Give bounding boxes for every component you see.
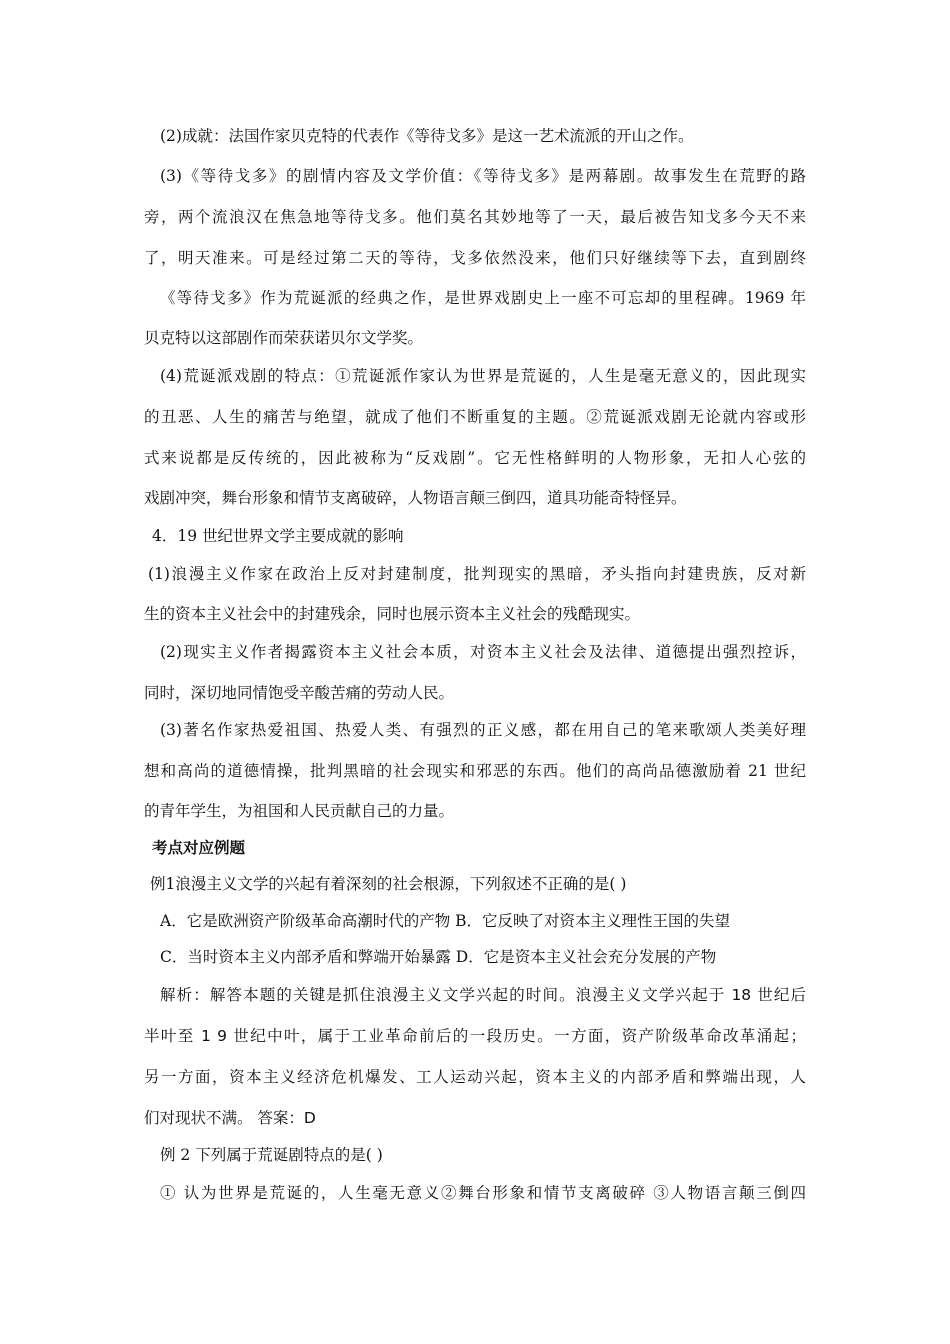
paragraph-line: 的丑恶、人生的痛苦与绝望，就成了他们不断重复的主题。②荒诞派戏剧无论就内容或形	[144, 408, 806, 426]
paragraph-line: (1)浪漫主义作家在政治上反对封建制度，批判现实的黑暗，矛头指向封建贵族，反对新	[148, 565, 806, 583]
paragraph-line: 的青年学生，为祖国和人民贡献自己的力量。	[144, 802, 455, 820]
answer-options: A．它是欧洲资产阶级革命高潮时代的产物 B．它反映了对资本主义理性王国的失望	[160, 912, 731, 930]
section-heading: 考点对应例题	[152, 839, 246, 857]
paragraph-line: 了，明天准来。可是经过第二天的等待，戈多依然没来，他们只好继续等下去，直到剧终	[144, 249, 806, 267]
paragraph-line: 想和高尚的道德情操，批判黑暗的社会现实和邪恶的东西。他们的高尚品德激励着 21 世纪	[144, 762, 806, 780]
question-stem: 例1浪漫主义文学的兴起有着深刻的社会根源，下列叙述不正确的是( )	[150, 875, 627, 893]
answer-options: ① 认为世界是荒诞的，人生毫无意义②舞台形象和情节支离破碎 ③人物语言颠三倒四	[160, 1184, 806, 1202]
paragraph-line: 《等待戈多》作为荒诞派的经典之作，是世界戏剧史上一座不可忘却的里程碑。1969 年	[160, 289, 806, 307]
answer-options: C．当时资本主义内部矛盾和弊端开始暴露 D．它是资本主义社会充分发展的产物	[160, 948, 717, 966]
paragraph-line: (3)著名作家热爱祖国、热爱人类、有强烈的正义感，都在用自己的笔来歌颂人类美好理	[160, 721, 806, 739]
section-heading: 4．19 世纪世界文学主要成就的影响	[152, 527, 404, 545]
paragraph-line: (2)现实主义作者揭露资本主义社会本质，对资本主义社会及法律、道德提出强烈控诉，	[160, 643, 806, 661]
analysis-line: 半叶至 1 9 世纪中叶，属于工业革命前后的一段历史。一方面，资产阶级革命改革涌起；	[144, 1027, 806, 1045]
analysis-line: 解析：解答本题的关键是抓住浪漫主义文学兴起的时间。浪漫主义文学兴起于 18 世纪后	[160, 986, 806, 1004]
paragraph-line: 贝克特以这部剧作而荣获诺贝尔文学奖。	[144, 329, 424, 347]
analysis-line: 们对现状不满。 答案：D	[144, 1109, 316, 1127]
paragraph-line: (4)荒诞派戏剧的特点：①荒诞派作家认为世界是荒诞的，人生是毫无意义的，因此现实	[160, 367, 806, 385]
analysis-line: 另一方面，资本主义经济危机爆发、工人运动兴起，资本主义的内部矛盾和弊端出现，人	[144, 1068, 806, 1086]
paragraph-line: (3)《等待戈多》的剧情内容及文学价值：《等待戈多》是两幕剧。故事发生在荒野的路	[160, 167, 806, 185]
paragraph-line: 戏剧冲突，舞台形象和情节支离破碎，人物语言颠三倒四，道具功能奇特怪异。	[144, 489, 687, 507]
question-stem: 例 2 下列属于荒诞剧特点的是( )	[160, 1146, 383, 1164]
paragraph-line: (2)成就：法国作家贝克特的代表作《等待戈多》是这一艺术流派的开山之作。	[160, 127, 694, 145]
paragraph-line: 旁，两个流浪汉在焦急地等待戈多。他们莫名其妙地等了一天，最后被告知戈多今天不来	[144, 208, 806, 226]
paragraph-line: 生的资本主义社会中的封建残余，同时也展示资本主义社会的残酷现实。	[144, 605, 641, 623]
paragraph-line: 同时，深切地同情饱受辛酸苦痛的劳动人民。	[144, 684, 455, 702]
paragraph-line: 式来说都是反传统的，因此被称为“反戏剧”。它无性格鲜明的人物形象，无扣人心弦的	[144, 449, 806, 467]
